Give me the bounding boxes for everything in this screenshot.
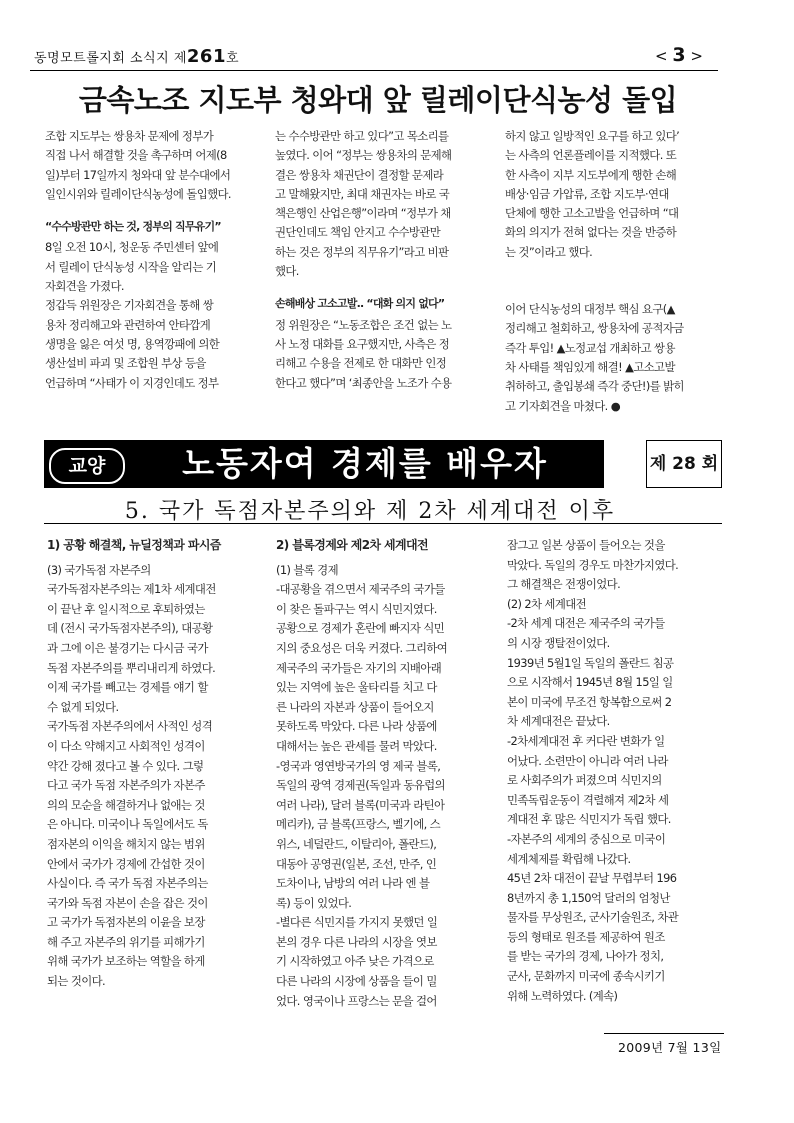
article-col2-paragraph-2 <box>275 316 490 393</box>
article-col1-paragraph-2 <box>45 238 260 392</box>
text-line: 도차이나, 남방의 여러 나라 엔 블 <box>276 876 430 891</box>
text-line: 는 수수방관만 하고 있다”고 목소리를 <box>275 129 449 143</box>
text-line: 본이 미국에 무조건 항복함으로써 2 <box>507 694 672 709</box>
page-bracket-close: > <box>685 47 703 65</box>
text-line: -자본주의 세계의 중심으로 미국이 <box>507 831 666 846</box>
text-line: 있는 지역에 높은 울타리를 치고 다 <box>276 680 437 695</box>
text-line: 즉각 투입! ▲노정교섭 개최하고 쌍용 <box>505 340 675 355</box>
paragraph-spacer <box>505 281 720 300</box>
page-indicator <box>655 44 703 66</box>
text-line: 수 없게 되었다. <box>47 699 119 714</box>
text-line: 국가독점자본주의는 제1차 세계대전 <box>47 582 216 597</box>
issue-suffix: 호 <box>225 51 240 66</box>
article-column-1 <box>45 127 260 393</box>
article-title: 금속노조 지도부 청와대 앞 릴레이단식농성 돌입 <box>78 83 678 117</box>
text-line: 여러 나라), 달러 블록(미국과 라틴아 <box>276 797 445 812</box>
text-line: 정갑득 위원장은 기자회견을 통해 쌍 <box>45 298 214 313</box>
text-line: 사 노정 대화를 요구했지만, 사측은 정 <box>275 336 450 351</box>
text-line: 잠그고 일본 상품이 들어오는 것을 <box>507 538 665 552</box>
text-line: 막았다. 독일의 경우도 마찬가지였다. <box>507 557 679 572</box>
text-line: 위해 국가가 보조하는 역할을 하게 <box>47 954 205 969</box>
text-line: 이 끝난 후 일시적으로 후퇴하였는 <box>47 601 205 616</box>
text-line: 메리카), 금 블록(프랑스, 벨기에, 스 <box>276 817 441 832</box>
series-column-3 <box>507 536 725 1006</box>
page-number: 3 <box>672 44 686 66</box>
episode-number: 제 28 회 <box>646 440 722 488</box>
text-line: -2차세계대전 후 커다란 변화가 일 <box>507 733 665 748</box>
text-line: 는 것”이라고 했다. <box>505 244 593 259</box>
text-line: 1939년 5월1일 독일의 폴란드 침공 <box>507 655 674 670</box>
text-line: (2) 2차 세계대전 <box>507 596 587 611</box>
text-line: 45년 2차 대전이 끝날 무렵부터 196 <box>507 871 677 886</box>
article-col3-paragraph-2 <box>505 300 720 416</box>
date-divider <box>604 1033 724 1034</box>
text-line: 은 아니다. 미국이나 독일에서도 독 <box>47 817 208 832</box>
text-line: 계대전 후 많은 식민지가 독립 했다. <box>507 812 671 827</box>
publication-date: 2009년 7월 13일 <box>618 1040 722 1055</box>
text-line: 위해 노력하였다. (계속) <box>507 988 618 1003</box>
text-line: 고 기자회견을 마쳤다. ● <box>505 398 621 413</box>
text-line: 차 사태를 책임있게 해결! ▲고소고발 <box>505 359 675 374</box>
text-line: 못하도록 막았다. 다른 나라 상품에 <box>276 719 437 734</box>
text-line: -대공황을 겪으면서 제국주의 국가들 <box>276 582 445 597</box>
page-bracket-open: < <box>655 47 673 65</box>
text-line: 이 다소 약해지고 사회적인 성격이 <box>47 738 205 753</box>
text-line: 하는 것은 정부의 직무유기”라고 비판 <box>275 244 449 259</box>
series-col1-body <box>47 561 265 992</box>
text-line: 언급하며 “사태가 이 지경인데도 정부 <box>45 375 219 390</box>
text-line: 되는 것이다. <box>47 974 106 989</box>
text-line: 화의 의지가 전혀 없다는 것을 반증하 <box>505 225 677 240</box>
text-line: 등의 형태로 원조를 제공하여 원조 <box>507 929 665 944</box>
text-line: 위스, 네덜란드, 이탈리아, 폴란드), <box>276 836 437 851</box>
text-line: (3) 국가독점 자본주의 <box>47 562 151 577</box>
text-line: 높였다. 이어 “정부는 쌍용차의 문제해 <box>275 148 452 163</box>
text-line: 약간 강해 졌다고 볼 수 있다. 그렇 <box>47 758 204 773</box>
article-col2-paragraph <box>275 127 490 281</box>
text-line: 정 위원장은 “노동조합은 조건 없는 노 <box>275 317 452 332</box>
text-line: 용차 정리해고와 관련하여 안타깝게 <box>45 317 211 332</box>
article-column-3 <box>505 127 720 416</box>
article-col1-paragraph <box>45 127 260 204</box>
text-line: 일인시위와 릴레이단식농성에 돌입했다. <box>45 186 231 201</box>
section-heading-2: 2) 블록경제와 제2차 세계대전 <box>276 538 429 552</box>
text-line: 생산설비 파괴 및 조합원 부상 등을 <box>45 356 206 371</box>
text-line: 물자를 무상원조, 군사기술원조, 차관 <box>507 910 679 925</box>
article-subhead-2: 손해배상 고소고발.. “대화 의지 없다” <box>275 297 445 311</box>
text-line: 취하하고, 출입봉쇄 즉각 중단!)를 밝히 <box>505 379 684 394</box>
text-line: 점자본의 이익을 해치지 않는 범위 <box>47 836 205 851</box>
chapter-title: 5. 국가 독점자본주의와 제 2차 세계대전 이후 <box>124 499 616 524</box>
text-line: 해 주고 자본주의 위기를 피해가기 <box>47 934 205 949</box>
text-line: 리해고 수용을 전제로 한 대화만 인정 <box>275 356 447 371</box>
text-line: 정리해고 철회하고, 쌍용차에 공적자금 <box>505 321 684 336</box>
text-line: 독일의 광역 경제권(독일과 동유럽의 <box>276 778 445 793</box>
series-column-1 <box>47 536 265 992</box>
text-line: 공황으로 경제가 혼란에 빠지자 식민 <box>276 621 445 636</box>
text-line: 한 사측이 지부 지도부에게 행한 손해 <box>505 167 677 182</box>
text-line: 서 릴레이 단식농성 시작을 알리는 기 <box>45 259 217 274</box>
text-line: 대해서는 높은 관세를 물려 막았다. <box>276 738 437 753</box>
text-line: 배상·임금 가압류, 조합 지도부·연대 <box>505 186 669 201</box>
text-line: 고 국가가 독점자본의 이윤을 보장 <box>47 915 205 930</box>
text-line: -2차 세계 대전은 제국주의 국가들 <box>507 616 665 631</box>
text-line: 제국주의 국가들은 자기의 지배아래 <box>276 660 442 675</box>
newsletter-header <box>34 46 239 67</box>
text-line: 의의 모순을 해결하거나 없애는 것 <box>47 797 205 812</box>
text-line: 군사, 문화까지 미국에 종속시키기 <box>507 969 665 984</box>
text-line: 독점 자본주의를 뿌리내리게 하였다. <box>47 660 216 675</box>
article-col3-paragraph <box>505 127 720 262</box>
text-line: 그 해결책은 전쟁이었다. <box>507 577 621 592</box>
text-line: 조합 지도부는 쌍용차 문제에 정부가 <box>45 129 214 143</box>
text-line: 록) 등이 있었다. <box>276 895 352 910</box>
text-line: 안에서 국가가 경제에 간섭한 것이 <box>47 856 205 871</box>
series-col3-body <box>507 536 725 1006</box>
text-line: 차 세계대전은 끝났다. <box>507 714 610 729</box>
text-line: 단체에 행한 고소고발을 언급하며 “대 <box>505 206 679 221</box>
article-subhead-1: “수수방관만 하는 것, 정부의 직무유기” <box>45 220 221 234</box>
section-heading-1: 1) 공황 해결책, 뉴딜정책과 파시즘 <box>47 538 221 552</box>
text-line: 의 시장 쟁탈전이었다. <box>507 635 610 650</box>
text-line: 했다. <box>275 264 299 279</box>
text-line: 른 나라의 자본과 상품이 들어오지 <box>276 699 434 714</box>
text-line: 생명을 잃은 여섯 명, 용역깡패에 의한 <box>45 336 220 351</box>
text-line: -별다른 식민지를 가지지 못했던 일 <box>276 915 438 930</box>
text-line: 사실이다. 즉 국가 독점 자본주의는 <box>47 876 208 891</box>
header-divider <box>30 70 718 71</box>
text-line: 권단인데도 책임 안지고 수수방관만 <box>275 225 441 240</box>
text-line: 다른 나라의 시장에 상품을 들이 밀 <box>276 974 437 989</box>
issue-number: 261 <box>186 46 226 67</box>
text-line: -영국과 영연방국가의 영 제국 블록, <box>276 758 441 773</box>
series-title: 노동자여 경제를 배우자 <box>182 444 548 483</box>
text-line: 이제 국가를 빼고는 경제를 얘기 할 <box>47 680 208 695</box>
text-line: 직접 나서 해결할 것을 촉구하며 어제(8 <box>45 148 227 163</box>
text-line: 한다고 했다”며 ‘최종안을 노조가 수용 <box>275 375 452 390</box>
text-line: 데 (전시 국가독점자본주의), 대공황 <box>47 621 213 636</box>
text-line: 고 말해왔지만, 최대 채권자는 바로 국 <box>275 186 450 201</box>
text-line: 지의 중요성은 더욱 커졌다. 그리하여 <box>276 640 448 655</box>
text-line: 세계체제를 확립해 나갔다. <box>507 851 631 866</box>
text-line: 결은 쌍용차 채권단이 결정할 문제라 <box>275 167 444 182</box>
series-column-2 <box>276 536 494 1011</box>
text-line: 자회견을 가졌다. <box>45 279 124 294</box>
text-line: 었다. 영국이나 프랑스는 문을 걸어 <box>276 993 437 1008</box>
text-line: 국가독점 자본주의에서 사적인 성격 <box>47 719 213 734</box>
text-line: 다고 국가 독점 자본주의가 자본주 <box>47 778 205 793</box>
text-line: 과 그에 이은 불경기는 다시금 국가 <box>47 640 208 655</box>
text-line: 로 사회주의가 퍼졌으며 식민지의 <box>507 773 662 788</box>
education-badge: 교양 <box>49 448 125 484</box>
text-line: 를 받는 국가의 경제, 나아가 정치, <box>507 949 664 964</box>
text-line: 본의 경우 다른 나라의 시장을 엿보 <box>276 934 437 949</box>
newsletter-name: 동명모트롤지회 소식지 제 <box>34 51 187 66</box>
text-line: 이 찾은 돌파구는 역시 식민지였다. <box>276 601 437 616</box>
text-line: 8일 오전 10시, 청운동 주민센터 앞에 <box>45 240 219 255</box>
text-line: 이어 단식농성의 대정부 핵심 요구(▲ <box>505 302 675 317</box>
text-line: 어났다. 소련만이 아니라 여러 나라 <box>507 753 668 768</box>
text-line: 기 시작하였고 아주 낮은 가격으로 <box>276 954 434 969</box>
text-line: 민족독립운동이 격렬해져 제2차 세 <box>507 792 669 807</box>
chapter-divider <box>44 523 722 524</box>
text-line: 대동아 공영권(일본, 조선, 만주, 인 <box>276 856 437 871</box>
text-line: 책은행인 산업은행”이라며 “정부가 채 <box>275 206 451 221</box>
text-line: 으로 시작해서 1945년 8월 15일 일 <box>507 675 673 690</box>
text-line: 일)부터 17일까지 청와대 앞 분수대에서 <box>45 167 231 182</box>
text-line: 는 사측의 언론플레이를 지적했다. 또 <box>505 148 677 163</box>
series-col2-body <box>276 561 494 1012</box>
text-line: 8년까지 총 1,150억 달러의 엄청난 <box>507 890 670 905</box>
text-line: 국가와 독점 자본이 손을 잡은 것이 <box>47 895 208 910</box>
article-column-2 <box>275 127 490 393</box>
text-line: (1) 블록 경제 <box>276 562 338 577</box>
text-line: 하지 않고 일방적인 요구를 하고 있다’ <box>505 129 680 143</box>
paragraph-spacer <box>505 262 720 281</box>
